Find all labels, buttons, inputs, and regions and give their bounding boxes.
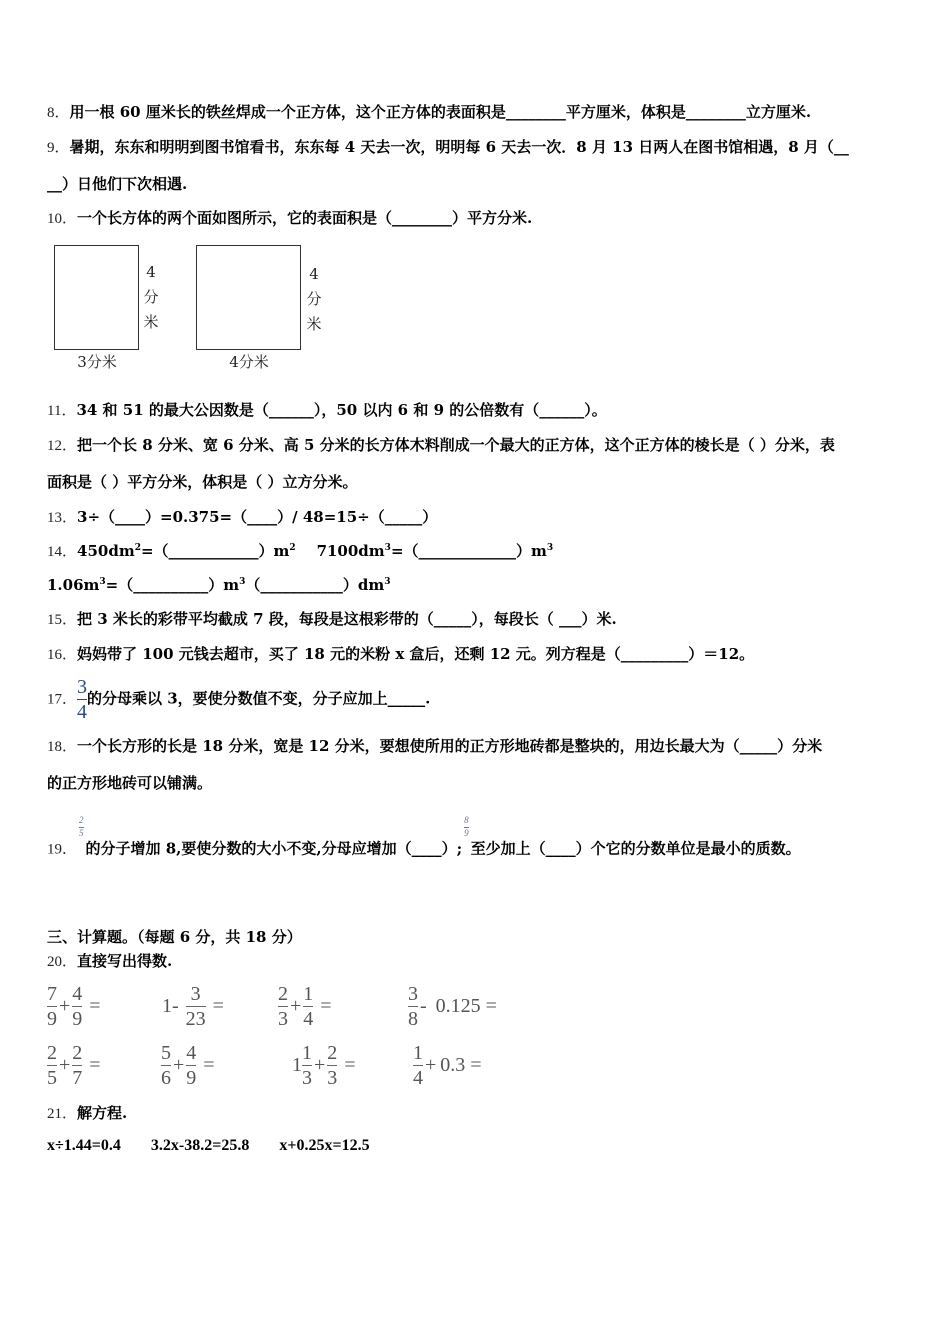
question-text-line2: 的正方形地砖可以铺满。 (47, 774, 213, 792)
calc-item: $\frac{3}{8}$ - 0.125 = (408, 983, 497, 1030)
q14-expr: =（____________）m (140, 542, 290, 560)
question-number: 10． (47, 211, 78, 227)
question-number: 16． (47, 647, 78, 663)
q14-expr: 1.06m (47, 576, 100, 594)
question-11 (47, 400, 607, 421)
question-12 (47, 435, 835, 456)
superscript: 3 (384, 577, 391, 587)
question-text-line1: 一个长方形的长是 18 分米，宽是 12 分米，要想使所用的正方形地砖都是整块的，用边长最大为（_____）分米 (77, 737, 823, 755)
question-9-cont (47, 174, 187, 194)
question-19 (47, 815, 801, 861)
question-16 (47, 644, 754, 665)
question-20 (47, 951, 172, 972)
question-13 (47, 507, 437, 528)
superscript: 3 (99, 577, 106, 587)
question-number: 11． (47, 403, 77, 419)
rectangle-face-2 (196, 245, 301, 350)
fraction-2-5: $\frac{2}{5}$ (79, 815, 84, 838)
question-17 (47, 676, 430, 723)
rect2-width-label: 4分米 (229, 353, 269, 371)
question-18 (47, 736, 822, 757)
question-number: 15． (47, 612, 78, 628)
question-number: 17． (47, 691, 78, 708)
question-14-cont (47, 575, 391, 595)
q14-expr: =（__________）m (105, 576, 240, 594)
question-12-cont (47, 472, 357, 492)
question-text: 用一根 60 厘米长的铁丝焊成一个正方体，这个正方体的表面积是________平方厘米，体积是________立方厘米. (69, 103, 812, 121)
rect1-height-label: 4 分 米 (143, 263, 159, 331)
question-9 (47, 137, 849, 158)
superscript: 3 (546, 543, 554, 553)
calc-item: 1- $\frac{3}{23}$ = (162, 983, 224, 1030)
equation: 3.2x-38.2=25.8 (150, 1137, 250, 1154)
calc-item: $\frac{5}{6}$ + $\frac{4}{9}$ = (161, 1042, 215, 1089)
question-number: 18． (47, 739, 78, 755)
question-text: 的分母乘以 3，要使分数值不变，分子应加上_____. (87, 689, 431, 708)
question-8 (47, 102, 811, 123)
question-number: 20． (47, 954, 78, 970)
rectangle-face-1 (54, 245, 139, 350)
fraction-3-4: $\frac{3}{4}$ (77, 676, 88, 723)
question-text: 把 3 米长的彩带平均截成 7 段，每段是这根彩带的（_____），每段长（ ___）米. (77, 610, 617, 628)
question-text: 34 和 51 的最大公因数是（______），50 以内 6 和 9 的公倍数有（______）。 (76, 401, 607, 419)
question-number: 14． (47, 544, 78, 560)
question-text: 一个长方体的两个面如图所示，它的表面积是（________）平方分米. (77, 209, 533, 227)
question-text-line2: 面积是（ ）平方分米，体积是（ ）立方分米。 (47, 473, 358, 491)
question-text-line1: 把一个长 8 分米、宽 6 分米、高 5 分米的长方体木料削成一个最大的正方体，这个正方体的棱长是（ ）分米，表 (77, 436, 835, 454)
question-number: 9． (47, 140, 70, 156)
calc-item: 1 $\frac{1}{3}$ + $\frac{2}{3}$ = (292, 1042, 356, 1089)
question-10 (47, 208, 532, 229)
question-text: 妈妈带了 100 元钱去超市，买了 18 元的米粉 x 盒后，还剩 12 元。列方程是（_________）＝12。 (77, 645, 755, 663)
q14-expr: （___________）dm (245, 576, 385, 594)
calc-item: $\frac{7}{9}$ + $\frac{4}{9}$ = (47, 983, 101, 1030)
question-15 (47, 609, 617, 630)
question-14 (47, 541, 553, 562)
question-text-part2: 至少加上（____）个它的分数单位是最小的质数。 (470, 839, 801, 858)
equations-row (47, 1137, 396, 1155)
superscript: 2 (289, 543, 296, 553)
section-heading: 三、计算题。（每题 6 分，共 18 分） (47, 928, 302, 946)
calc-item: $\frac{2}{5}$ + $\frac{2}{7}$ = (47, 1042, 101, 1089)
question-text: 3÷（____）=0.375=（____）/ 48=15÷（_____） (77, 508, 438, 526)
question-18-cont (47, 773, 212, 793)
superscript: 3 (239, 577, 246, 587)
calc-item: $\frac{2}{3}$ + $\frac{1}{4}$ = (278, 983, 332, 1030)
rect1-width-label: 3分米 (77, 353, 117, 371)
rect2-height-label: 4 分 米 (306, 265, 322, 333)
question-21 (47, 1103, 127, 1124)
question-number: 12． (47, 438, 78, 454)
equation: x+0.25x=12.5 (279, 1137, 370, 1154)
q14-expr: 7100dm (316, 542, 385, 560)
superscript: 3 (384, 543, 391, 553)
question-text-line2: __）日他们下次相遇. (47, 175, 188, 193)
q14-expr: =（_____________）m (390, 542, 547, 560)
question-number: 13． (47, 510, 78, 526)
question-number: 8． (47, 105, 70, 121)
question-text-part1: 的分子增加 8,要使分数的大小不变,分母应增加（____）; (85, 839, 463, 858)
question-text-line1: 暑期，东东和明明到图书馆看书，东东每 4 天去一次，明明每 6 天去一次．8 月 13 日两人在图书馆相遇，8 月（__ (69, 138, 849, 156)
superscript: 2 (134, 543, 141, 553)
equation: x÷1.44=0.4 (47, 1137, 121, 1154)
q14-expr: 450dm (77, 542, 135, 560)
fraction-8-9: $\frac{8}{9}$ (464, 815, 469, 838)
question-number: 19． (47, 841, 78, 858)
question-text: 直接写出得数. (77, 952, 173, 970)
calc-item: $\frac{1}{4}$ + 0.3 = (413, 1042, 482, 1089)
question-number: 21． (47, 1106, 78, 1122)
question-text: 解方程. (77, 1104, 128, 1122)
